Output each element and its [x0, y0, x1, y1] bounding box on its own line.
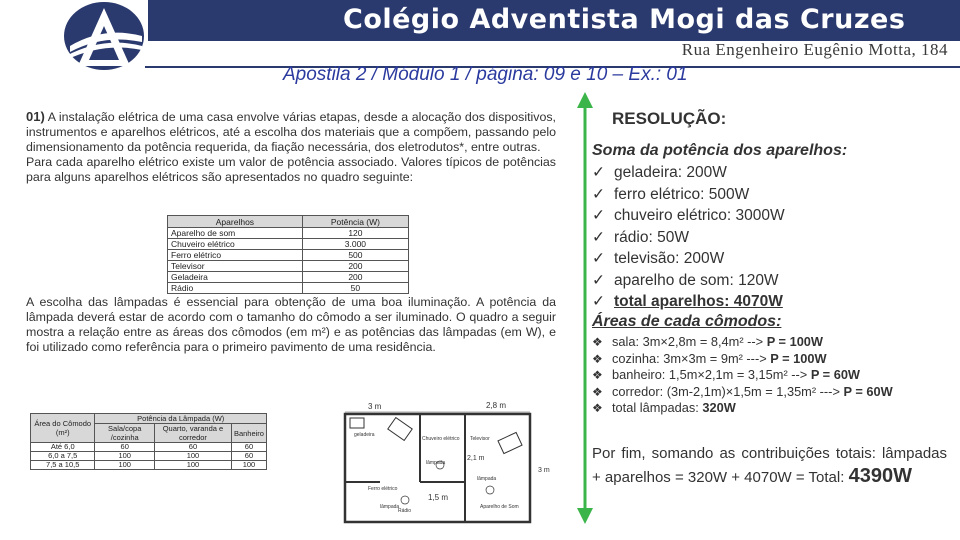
list-item: ✓ rádio: 50W — [592, 227, 785, 249]
check-icon: ✓ — [592, 164, 605, 181]
check-icon: ✓ — [592, 185, 605, 203]
table-cell: Aparelho de som — [168, 228, 303, 239]
list-item: ❖ cozinha: 3m×3m = 9m² ---> P = 100W — [592, 350, 827, 366]
table-cell: 100 — [95, 452, 155, 461]
table-cell: Televisor — [168, 261, 303, 272]
table-row — [168, 228, 409, 239]
list-item: ❖ corredor: (3m-2,1m)×1,5m = 1,35m² ---> P = 60W — [592, 383, 893, 399]
floor-plan-dim: 3 m — [538, 467, 550, 474]
list-item: ✓ total aparelhos: 4070W — [592, 291, 785, 313]
floor-plan-label: geladeira — [354, 432, 375, 438]
check-icon: ✓ — [592, 250, 605, 267]
table-header: Quarto, varanda e corredor — [154, 424, 231, 443]
floor-plan-label: Chuveiro elétrico — [422, 436, 460, 442]
diamond-bullet-icon: ❖ — [592, 335, 603, 349]
table-cell: 60 — [231, 443, 266, 452]
conclusion-text: Por fim, somando as contribuições totais: lâmpadas + aparelhos = 320W + 4070W = Total: 4390W — [592, 445, 947, 487]
header-banner — [145, 0, 960, 41]
list-item: ✓ ferro elétrico: 500W — [592, 184, 785, 206]
table-row — [168, 239, 409, 250]
table-header: Banheiro — [231, 424, 266, 443]
list-item: ❖ banheiro: 1,5m×2,1m = 3,15m² --> P = 60W — [592, 367, 861, 382]
table-cell: 3.000 — [302, 239, 408, 250]
table-cell: Chuveiro elétrico — [168, 239, 303, 250]
floor-plan-dim: 1,5 m — [428, 493, 449, 502]
table-cell: 100 — [154, 452, 231, 461]
table-header: Aparelhos — [168, 216, 303, 228]
floor-plan-dim: 2,8 m — [486, 401, 507, 410]
check-icon: ✓ — [592, 228, 605, 246]
check-icon: ✓ — [592, 271, 605, 289]
table-cell: 200 — [302, 261, 408, 272]
check-icon: ✓ — [592, 207, 605, 224]
floor-plan-label: Televisor — [470, 436, 490, 442]
question-paragraph-1: A instalação elétrica de uma casa envolve várias etapas, desde a alocação dos dispositivos, instrumentos e aparelhos elétricos, até a escolha dos materiais que a compõem, passando pelo dimensionamento da potência requerida, da fiação necessária, dos eletrodutos*, entre outras. — [26, 110, 556, 154]
table-header: Área do Cômodo (m²) — [31, 414, 95, 443]
list-item: ❖ sala: 3m×2,8m = 8,4m² --> P = 100W — [592, 334, 824, 349]
header — [0, 0, 960, 70]
table-cell: Rádio — [168, 283, 303, 294]
table-cell: 120 — [302, 228, 408, 239]
floor-plan-label: lâmpada — [426, 460, 446, 466]
table-row — [168, 250, 409, 261]
check-icon: ✓ — [592, 293, 605, 310]
school-name: Colégio Adventista Mogi das Cruzes — [343, 4, 906, 35]
table-row — [168, 283, 409, 294]
list-item: ✓ aparelho de som: 120W — [592, 270, 785, 292]
room-lamp-list — [592, 334, 893, 417]
lamp-power-table — [30, 413, 267, 470]
table-header: Potência (W) — [302, 216, 408, 228]
school-address: Rua Engenheiro Eugênio Motta, 184 — [681, 40, 948, 59]
floor-plan-label: Aparelho de Som — [480, 504, 519, 510]
table-cell: Até 6,0 — [31, 443, 95, 452]
table-cell: 7,5 a 10,5 — [31, 461, 95, 470]
floor-plan-diagram — [340, 400, 555, 525]
question-paragraph-2: Para cada aparelho elétrico existe um valor de potência associado. Valores típicos de potências para alguns aparelhos elétricos são apresentados no quadro seguinte: — [26, 155, 556, 184]
question-number: 01) — [26, 109, 45, 124]
list-item: ✓ chuveiro elétrico: 3000W — [592, 205, 785, 227]
appliances-sum-title: Soma da potência dos aparelhos: — [592, 142, 848, 159]
resolution-title: RESOLUÇÃO: — [612, 109, 727, 128]
table-cell: 500 — [302, 250, 408, 261]
list-item: ✓ televisão: 200W — [592, 248, 785, 270]
floor-plan-label: Rádio — [398, 508, 412, 514]
table-row — [168, 272, 409, 283]
page-subtitle: Apostila 2 / Módulo 1 / página: 09 e 10 – Ex.: 01 — [283, 64, 688, 85]
diamond-bullet-icon: ❖ — [592, 401, 603, 415]
table-cell: Ferro elétrico — [168, 250, 303, 261]
table-row — [168, 261, 409, 272]
question-paragraph-3: A escolha das lâmpadas é essencial para obtenção de uma boa iluminação. A potência da lâmpada deverá estar de acordo com o tamanho do cômodo a ser iluminado. O quadro a seguir mostra a relação entre as áreas dos cômodos (em m²) e as potências das lâmpadas (em W), e foi utilizado como referência para o primeiro pavimento de uma residência. — [26, 295, 556, 354]
floor-plan-label: lâmpada — [380, 504, 400, 510]
table-cell: 50 — [302, 283, 408, 294]
table-header: Sala/copa /cozinha — [95, 424, 155, 443]
floor-plan-dim: 3 m — [368, 402, 382, 411]
floor-plan-label: lâmpada — [477, 476, 497, 482]
table-cell: 6,0 a 7,5 — [31, 452, 95, 461]
table-header-row — [31, 414, 267, 424]
diamond-bullet-icon: ❖ — [592, 368, 603, 382]
list-item: ❖ total lâmpadas: 320W — [592, 400, 736, 415]
diamond-bullet-icon: ❖ — [592, 384, 603, 399]
table-cell: 100 — [154, 461, 231, 470]
table-cell: 200 — [302, 272, 408, 283]
appliance-power-table — [167, 215, 409, 294]
table-row — [31, 461, 267, 470]
table-cell: 100 — [95, 461, 155, 470]
table-cell: 60 — [154, 443, 231, 452]
table-cell: 60 — [231, 452, 266, 461]
floor-plan-dim: 2,1 m — [467, 455, 485, 462]
floor-plan-label: Ferro elétrico — [368, 486, 398, 492]
total-label: Total: — [808, 469, 849, 486]
areas-title: Áreas de cada cômodos: — [592, 313, 782, 330]
table-cell: 100 — [231, 461, 266, 470]
total-value: 4390W — [848, 465, 912, 487]
table-header: Potência da Lâmpada (W) — [95, 414, 267, 424]
table-header-row — [168, 216, 409, 228]
diamond-bullet-icon: ❖ — [592, 351, 603, 366]
question-text — [26, 109, 556, 185]
appliance-list — [592, 162, 785, 313]
table-cell: 60 — [95, 443, 155, 452]
school-logo — [0, 0, 145, 70]
table-cell: Geladeira — [168, 272, 303, 283]
list-item: ✓ geladeira: 200W — [592, 162, 785, 184]
